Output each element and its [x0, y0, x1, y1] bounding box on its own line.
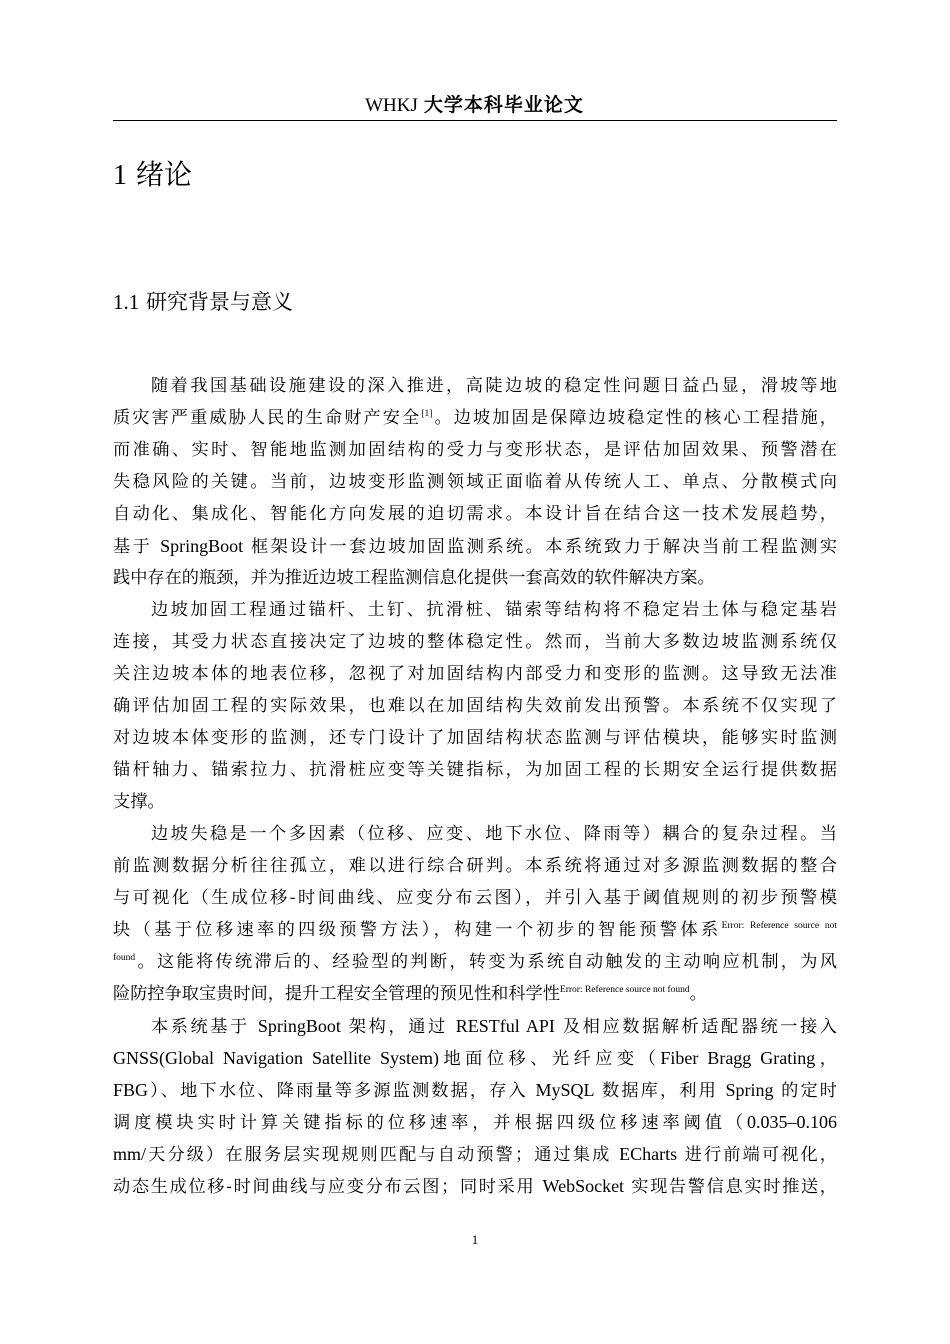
text-run: 实现告警信息实时推送， — [631, 1177, 837, 1197]
text-run: RESTful API — [455, 1016, 555, 1036]
text-run: 及相应数据解析适配器统一接入 — [562, 1017, 837, 1037]
text-run: 关注边坡本体的地表位移，忽视了对加固结构内部受力和变形的监测。这导致无法准 — [113, 664, 837, 684]
text-run: 支撑。 — [113, 792, 165, 812]
paragraph-3-line — [113, 946, 837, 978]
text-run: 0.035–0.106 — [747, 1112, 837, 1132]
paragraph-1-line — [113, 434, 837, 466]
text-run: ， — [815, 1049, 837, 1069]
paragraph-3-line — [113, 914, 837, 946]
text-run: 边坡失稳是一个多因素（位移、应变、地下水位、降雨等）耦合的复杂过程。当 — [151, 824, 837, 844]
paragraph-1-line — [113, 530, 837, 562]
text-run: 随着我国基础设施建设的深入推进，高陡边坡的稳定性问题日益凸显，滑坡等地 — [151, 376, 837, 396]
text-run: 本系统基于 — [151, 1017, 250, 1037]
header-title: 大学本科毕业论文 — [423, 94, 584, 116]
paragraph-2-line — [113, 626, 837, 658]
running-header — [113, 93, 836, 118]
text-run: 确评估加固工程的实际效果，也难以在加固结构失效前发出预警。本系统不仅实现了 — [113, 696, 837, 716]
text-run: 锚杆轴力、锚索拉力、抗滑桩应变等关键指标，为加固工程的长期安全运行提供数据 — [113, 760, 837, 780]
text-run: 。边坡加固是保障边坡稳定性的核心工程措施， — [432, 408, 837, 428]
chapter-number: 1 — [113, 160, 127, 191]
text-run: 。这能将传统滞后的、经验型的判断，转变为系统自动触发的主动响应机制，为风 — [135, 952, 837, 972]
paragraph-3-line — [113, 882, 837, 914]
text-run: GNSS(Global Navigation Satellite System) — [113, 1048, 439, 1068]
text-run: 调度模块实时计算关键指标的位移速率，并根据四级位移速率阈值（ — [113, 1113, 747, 1133]
paragraph-1-line — [113, 370, 837, 402]
text-run: SpringBoot — [257, 1016, 341, 1036]
text-run: 失稳风险的关键。当前，边坡变形监测领域正面临着从传统人工、单点、分散模式向 — [113, 472, 837, 492]
text-run: 块（基于位移速率的四级预警方法），构建一个初步的智能预警体系 — [113, 920, 722, 940]
text-run: FBG — [113, 1080, 149, 1100]
text-run: MySQL — [535, 1080, 595, 1100]
text-run: 的定时 — [781, 1081, 837, 1101]
paragraph-2-line — [113, 722, 837, 754]
citation-ref[interactable]: [1] — [421, 409, 433, 419]
paragraph-3-line — [113, 850, 837, 882]
text-run: 数据库，利用 — [602, 1081, 718, 1101]
chapter-title: 绪论 — [135, 158, 192, 191]
paragraph-1-line — [113, 402, 837, 434]
text-run: 框架设计一套边坡加固监测系统。本系统致力于解决当前工程监测实 — [251, 537, 837, 557]
citation-ref-error[interactable]: found — [113, 953, 136, 963]
text-run: Fiber Bragg Grating — [660, 1048, 816, 1068]
text-run: ）、地下水位、降雨量等多源监测数据，存入 — [148, 1081, 528, 1101]
header-brand: WHKJ — [365, 95, 418, 116]
paragraph-1-line — [113, 562, 837, 594]
text-run: 。 — [689, 984, 707, 1004]
text-run: 天分级）在服务层实现规则匹配与自动预警；通过集成 — [146, 1145, 612, 1165]
text-run: 连接，其受力状态直接决定了边坡的整体稳定性。然而，当前大多数边坡监测系统仅 — [113, 632, 837, 652]
page-number: 1 — [471, 1232, 479, 1247]
text-run: 架构，通过 — [348, 1017, 448, 1037]
text-run: 践中存在的瓶颈，并为推近边坡工程监测信息化提供一套高效的软件解决方案。 — [113, 568, 715, 588]
paragraph-2-line — [113, 786, 837, 818]
paragraph-4-line — [113, 1170, 837, 1202]
text-run: Spring — [725, 1080, 774, 1100]
paragraph-3-line — [113, 978, 837, 1010]
text-run: 质灾害严重威胁人民的生命财产安全 — [113, 408, 422, 428]
paragraph-4-line — [113, 1074, 837, 1106]
text-run: 动态生成位移-时间曲线与应变分布云图；同时采用 — [113, 1177, 536, 1197]
header-rule — [113, 120, 837, 121]
text-run: 自动化、集成化、智能化方向发展的迫切需求。本设计旨在结合这一技术发展趋势， — [113, 504, 837, 524]
citation-ref-error[interactable]: Error: Reference source not found — [559, 985, 690, 995]
text-run: 基于 — [113, 537, 153, 557]
text-run: 对边坡本体变形的监测，还专门设计了加固结构状态监测与评估模块，能够实时监测 — [113, 728, 837, 748]
chapter-heading — [113, 157, 192, 194]
paragraph-1-line — [113, 498, 837, 530]
paragraph-2-line — [113, 690, 837, 722]
paragraph-2-line — [113, 594, 837, 626]
paragraph-4-line — [113, 1138, 837, 1170]
body-text — [113, 370, 837, 1202]
text-run: 险防控争取宝贵时间，提升工程安全管理的预见性和科学性 — [113, 984, 560, 1004]
paragraph-3-line — [113, 818, 837, 850]
text-run: SpringBoot — [160, 536, 244, 556]
text-run: mm/ — [113, 1144, 147, 1164]
section-number: 1.1 — [113, 290, 140, 314]
text-run: 进行前端可视化， — [684, 1145, 837, 1165]
section-title: 研究背景与意义 — [145, 290, 293, 314]
text-run: 与可视化（生成位移-时间曲线、应变分布云图），并引入基于阈值规则的初步预警模 — [113, 888, 837, 908]
paragraph-2-line — [113, 658, 837, 690]
text-run: 前监测数据分析往往孤立，难以进行综合研判。本系统将通过对多源监测数据的整合 — [113, 856, 837, 876]
text-run: 边坡加固工程通过锚杆、土钉、抗滑桩、锚索等结构将不稳定岩土体与稳定基岩 — [151, 600, 837, 620]
paragraph-2-line — [113, 754, 837, 786]
text-run: 地面位移、光纤应变（ — [438, 1049, 661, 1069]
text-run: ECharts — [619, 1144, 678, 1164]
text-run: WebSocket — [542, 1176, 625, 1196]
citation-ref-error[interactable]: Error: Reference source not — [721, 921, 837, 931]
paragraph-4-line — [113, 1106, 837, 1138]
paragraph-1-line — [113, 466, 837, 498]
paragraph-4-line — [113, 1010, 837, 1042]
text-run: 而准确、实时、智能地监测加固结构的受力与变形状态，是评估加固效果、预警潜在 — [113, 440, 837, 460]
section-heading — [113, 287, 293, 317]
paragraph-4-line — [113, 1042, 837, 1074]
